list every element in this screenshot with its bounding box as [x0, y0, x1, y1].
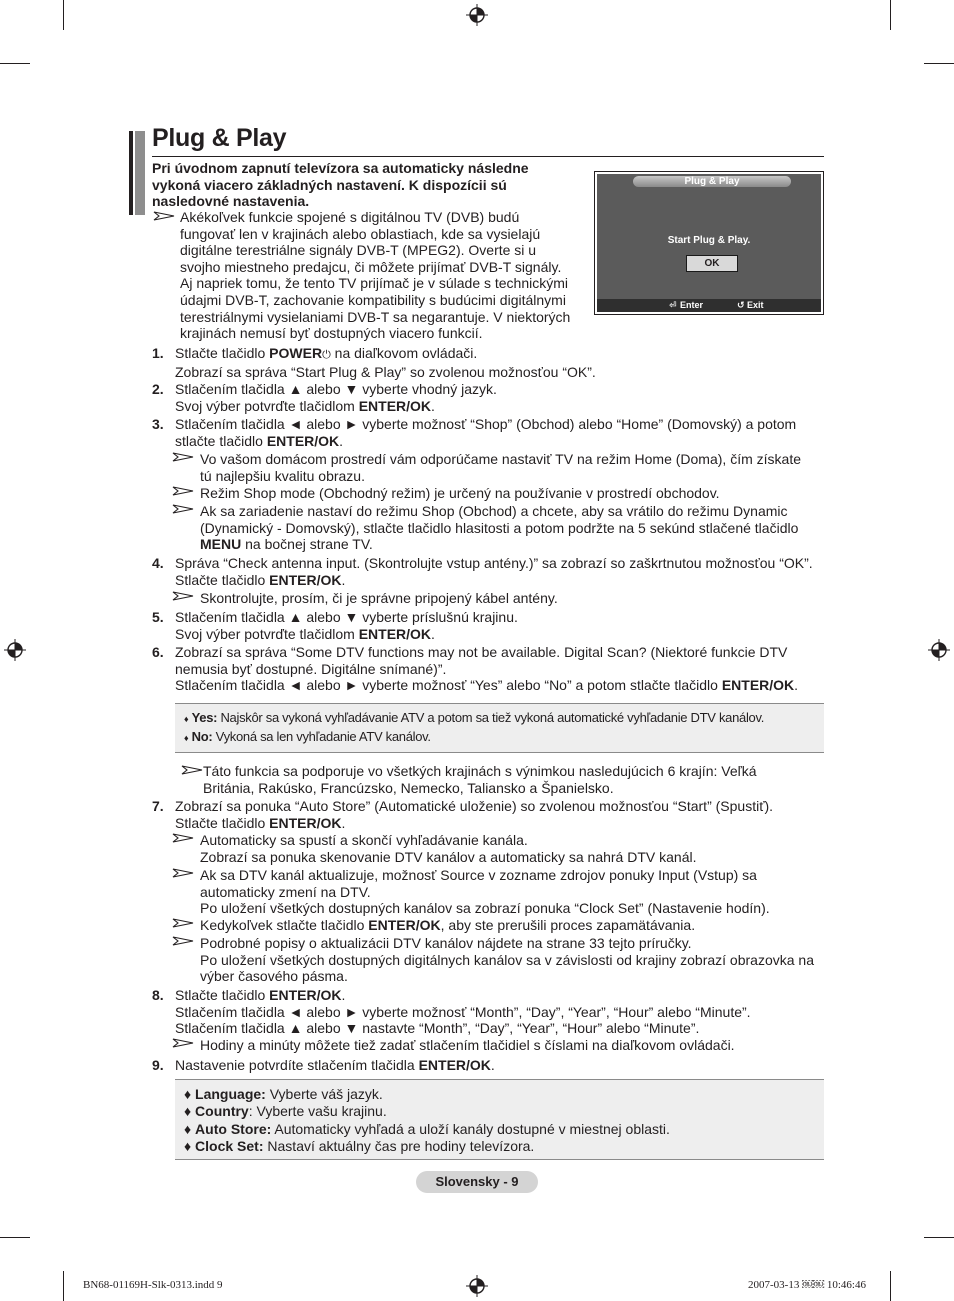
step-text: . [341, 987, 346, 1003]
summary-item [184, 1086, 383, 1103]
summary-item [184, 1103, 387, 1120]
summary-text: Nastaví aktuálny čas pre hodiny televízora. [263, 1138, 535, 1154]
step-text: . [339, 432, 344, 449]
registration-mark-icon [4, 639, 26, 661]
file-slug: BN68-01169H-Slk-0313.indd 9 [83, 1279, 223, 1291]
step-text: Stlačením tlačidla ▲ alebo ▼ nastavte “Month”, “Day”, “Year”, “Hour” alebo “Minute”. [175, 1020, 700, 1037]
note-line: Kedykoľvek stlačte tlačidlo [200, 917, 369, 933]
summary-item [184, 1138, 534, 1155]
note-arrow-icon [172, 504, 194, 514]
step-text: Stlačením tlačidla ▲ alebo ▼ vyberte príslušnú krajinu. [175, 609, 518, 625]
note-line: fungovať len v krajinách alebo oblastiach, kde sa vysielajú [180, 225, 541, 242]
note-line: automaticky zmení na DTV. [200, 883, 371, 900]
note-arrow-icon [172, 936, 194, 946]
note-arrow-icon [172, 833, 194, 843]
title-rule [152, 156, 824, 157]
step-number: 7. [152, 798, 164, 814]
bullet-icon: ♦ [184, 1138, 192, 1154]
key-name: ENTER/OK [358, 625, 432, 642]
step-number: 9. [152, 1057, 164, 1073]
crop-mark [0, 1237, 30, 1238]
osd-message: Start Plug & Play. [667, 235, 751, 246]
key-name: POWER [269, 345, 323, 361]
osd-exit-label: Exit [747, 300, 764, 310]
date-slug: 2007-03-13 ￼￼ 10:46:46 [748, 1279, 866, 1291]
note-arrow-icon [172, 868, 194, 878]
step-text: . [431, 625, 435, 642]
note-source-update [200, 867, 825, 917]
key-name: ENTER/OK [269, 814, 342, 831]
note-number-keys [200, 1037, 825, 1054]
step-text: Stlačte tlačidlo [175, 814, 270, 831]
step-text: Zobrazí sa ponuka “Auto Store” (Automatické uloženie) so zvolenou možnosťou “Start” (Spustiť). [175, 798, 773, 814]
step-text: Správa “Check antenna input. (Skontrolujte vstup antény.)” sa zobrazí so zaškrtnutou možnosťou “OK”. [175, 555, 813, 571]
step-2 [175, 381, 825, 414]
registration-mark-icon [466, 1275, 488, 1297]
note-line: (Dynamický - Domovský), stlačte tlačidlo hlasitosti a potom podržte na 5 sekúnd stlačené tlačidlo [200, 519, 799, 536]
note-auto-scan [200, 832, 825, 865]
crop-mark [0, 63, 30, 64]
tv-screen-illustration [594, 171, 824, 315]
step-number: 6. [152, 644, 164, 660]
option-no [184, 729, 431, 744]
note-arrow-icon [172, 1038, 194, 1048]
osd-ok-button: OK [686, 255, 738, 272]
note-line: tú najlepšiu kvalitu obrazu. [200, 467, 365, 484]
note-line: krajinách nemusí byť dostupných viacero funkcií. [180, 325, 483, 342]
registration-mark-icon [466, 4, 488, 26]
summary-item [184, 1121, 670, 1138]
title-side-bar [129, 131, 145, 215]
return-icon: ↺ [737, 300, 745, 310]
step-number: 5. [152, 609, 164, 625]
bullet-icon: ♦ [184, 1103, 192, 1119]
step-text: na diaľkovom ovládači. [330, 345, 478, 361]
step-number: 2. [152, 381, 164, 397]
note-arrow-icon [153, 211, 175, 221]
key-name: ENTER/OK [721, 677, 795, 694]
step-text: . [341, 814, 346, 831]
page-footer: Slovensky - 9 [416, 1171, 538, 1193]
crop-mark [63, 1271, 64, 1301]
step-text: Nastavenie potvrdíte stlačením tlačidla [175, 1057, 419, 1073]
tv-screen-area [597, 174, 821, 312]
note-arrow-icon [172, 486, 194, 496]
step-8 [175, 987, 825, 1037]
note-arrow-icon [172, 918, 194, 928]
step-number: 8. [152, 987, 164, 1003]
step-text: . [341, 571, 346, 588]
note-arrow-icon [172, 452, 194, 462]
summary-label: Language: [195, 1086, 266, 1102]
step-text: Zobrazí sa správa “Some DTV functions may not be available. Digital Scan? (Niektoré funkcie DTV [175, 644, 788, 660]
note-line: svojho miestneho predajcu, či môžete prijímať DVB-T signály. [180, 258, 562, 275]
note-arrow-icon [172, 591, 194, 601]
osd-enter-label: Enter [680, 300, 704, 310]
key-name: ENTER/OK [269, 987, 342, 1003]
note-shop-reset [200, 503, 825, 553]
step-number: 4. [152, 555, 164, 571]
bullet-icon: ♦ [184, 714, 189, 724]
crop-mark [924, 1237, 954, 1238]
note-line: Zobrazí sa ponuka skenovanie DTV kanálov a automaticky sa nahrá DTV kanál. [200, 848, 697, 865]
key-name: MENU [200, 536, 242, 553]
summary-label: Clock Set: [195, 1138, 264, 1154]
note-line: Aj napriek tomu, že tento TV prijímač je v súlade s technickými [180, 275, 569, 292]
step-text: . [794, 677, 799, 694]
option-label: No: [191, 729, 213, 744]
step-3 [175, 416, 825, 449]
intro-line: nasledovné nastavenia. [152, 193, 310, 210]
step-7 [175, 798, 825, 831]
note-countries [203, 763, 823, 796]
step-text: . [490, 1057, 495, 1073]
note-shop-mode [200, 485, 825, 502]
note-line: Ak sa zariadenie nastaví do režimu Shop (Obchod) a chcete, aby sa vrátilo do režimu Dynamic [200, 503, 788, 519]
note-line: výber časového pásma. [200, 968, 348, 985]
power-icon: ⏻ [322, 349, 331, 361]
step-1 [175, 345, 825, 380]
step-text: nemusia byť dostupné. Digitálne snímané)”. [175, 660, 447, 677]
enter-icon: ⏎ [669, 300, 677, 310]
step-6 [175, 644, 825, 694]
key-name: ENTER/OK [269, 571, 342, 588]
note-line: Hodiny a minúty môžete tiež zadať stlačením tlačidiel s číslami na diaľkovom ovládači. [200, 1037, 735, 1053]
bullet-icon: ♦ [184, 1086, 192, 1102]
key-name: ENTER/OK [266, 432, 340, 449]
note-dtv-details [200, 935, 828, 985]
note-line: Po uložení všetkých dostupných kanálov sa zobrazí ponuka “Clock Set” (Nastavenie hodín). [200, 900, 770, 917]
summary-text: Vyberte váš jazyk. [265, 1086, 383, 1102]
step-text: Stlačením tlačidla ▲ alebo ▼ vyberte vhodný jazyk. [175, 381, 497, 397]
step-text: Stlačte tlačidlo [175, 345, 270, 361]
step-text: . [431, 397, 435, 414]
step-text: Svoj výber potvrďte tlačidlom [175, 397, 359, 414]
step-number: 1. [152, 345, 164, 361]
note-line: terestriálnymi vysielaniami DVB-T sa negarantuje. V niektorých [180, 308, 571, 325]
step-text: Stlačte tlačidlo [175, 987, 270, 1003]
note-interrupt [200, 917, 825, 934]
note-line: Vo vašom domácom prostredí vám odporúčame nastaviť TV na režim Home (Doma), čím získate [200, 451, 801, 467]
summary-label: Country [195, 1103, 249, 1119]
crop-mark [63, 0, 64, 30]
summary-label: Auto Store: [195, 1121, 272, 1137]
bullet-icon: ♦ [184, 733, 189, 743]
option-text: Najskôr sa vykoná vyhľadávanie ATV a potom sa tiež vykoná automatické vyhľadanie DTV kanálov. [217, 710, 765, 725]
note-line: Británia, Rakúsko, Francúzsko, Nemecko, Taliansko a Španielsko. [203, 779, 614, 796]
note-line: na bočnej strane TV. [241, 536, 373, 553]
note-line: Skontrolujte, prosím, či je správne pripojený kábel antény. [200, 590, 558, 606]
step-text: Stlačením tlačidla ◄ alebo ► vyberte možnosť “Shop” (Obchod) alebo “Home” (Domovský) a potom [175, 416, 797, 432]
note-line: Táto funkcia sa podporuje vo všetkých krajinách s výnimkou nasledujúcich 6 krajín: Veľká [203, 763, 757, 779]
note-line: Ak sa DTV kanál aktualizuje, možnosť Source v zozname zdrojov ponuky Input (Vstup) sa [200, 867, 757, 883]
registration-mark-icon [928, 639, 950, 661]
note-line: Automaticky sa spustí a skončí vyhľadávanie kanála. [200, 832, 528, 848]
key-name: ENTER/OK [358, 397, 432, 414]
note-line: Akékoľvek funkcie spojené s digitálnou TV (DVB) budú [180, 209, 520, 225]
step-text: Stlačením tlačidla ◄ alebo ► vyberte možnosť “Month”, “Day”, “Year”, “Hour” alebo “Minute”. [175, 1003, 751, 1020]
step-number: 3. [152, 416, 164, 432]
note-home-mode [200, 451, 825, 484]
bullet-icon: ♦ [184, 1121, 192, 1137]
scan-options-box [175, 703, 824, 753]
step-text: Zobrazí sa správa “Start Plug & Play” so zvolenou možnosťou “OK”. [175, 363, 596, 380]
key-name: ENTER/OK [418, 1057, 491, 1073]
crop-mark [890, 0, 891, 30]
step-5 [175, 609, 825, 642]
option-yes [184, 710, 764, 725]
intro-line: Pri úvodnom zapnutí televízora sa automaticky následne [152, 160, 529, 176]
page-title: Plug & Play [152, 124, 287, 152]
note-line: Podrobné popisy o aktualizácii DTV kanálov nájdete na strane 33 tejto príručky. [200, 935, 692, 951]
step-text: stlačte tlačidlo [175, 432, 267, 449]
osd-header: Plug & Play [633, 176, 791, 187]
note-line: , aby ste prerušili proces zapamätávania. [440, 917, 696, 933]
summary-text: Automaticky vyhľadá a uloží kanály dostupné v miestnej oblasti. [271, 1121, 670, 1137]
summary-text: : Vyberte vašu krajinu. [248, 1103, 387, 1119]
key-name: ENTER/OK [368, 917, 441, 933]
summary-box [175, 1079, 824, 1160]
step-text: Stlačením tlačidla ◄ alebo ► vyberte možnosť “Yes” alebo “No” a potom stlačte tlačidlo [175, 677, 722, 694]
step-9 [175, 1057, 825, 1074]
note-antenna [200, 590, 825, 607]
osd-footer [597, 299, 821, 312]
step-text: Svoj výber potvrďte tlačidlom [175, 625, 359, 642]
intro-line: vykoná viacero základných nastavení. K dispozícii sú [152, 176, 507, 193]
note-line: digitálne terestriálne signály DVB-T (MPEG2). Overte si u [180, 242, 537, 259]
option-label: Yes: [191, 710, 218, 725]
intro-text [152, 160, 582, 210]
note-line: Po uložení všetkých dostupných digitálnych kanálov sa v závislosti od krajiny zobrazí obrazovka na [200, 951, 814, 968]
dvb-note [180, 209, 590, 342]
note-line: údajmi DVB-T, zachovanie kompatibility s budúcimi digitálnymi [180, 291, 566, 308]
crop-mark [924, 63, 954, 64]
step-text: Stlačte tlačidlo [175, 571, 270, 588]
option-text: Vykoná sa len vyhľadanie ATV kanálov. [212, 729, 431, 744]
note-arrow-icon [181, 765, 203, 775]
note-line: Režim Shop mode (Obchodný režim) je určený na používanie v prostredí obchodov. [200, 485, 720, 501]
crop-mark [890, 1271, 891, 1301]
step-4 [175, 555, 830, 588]
